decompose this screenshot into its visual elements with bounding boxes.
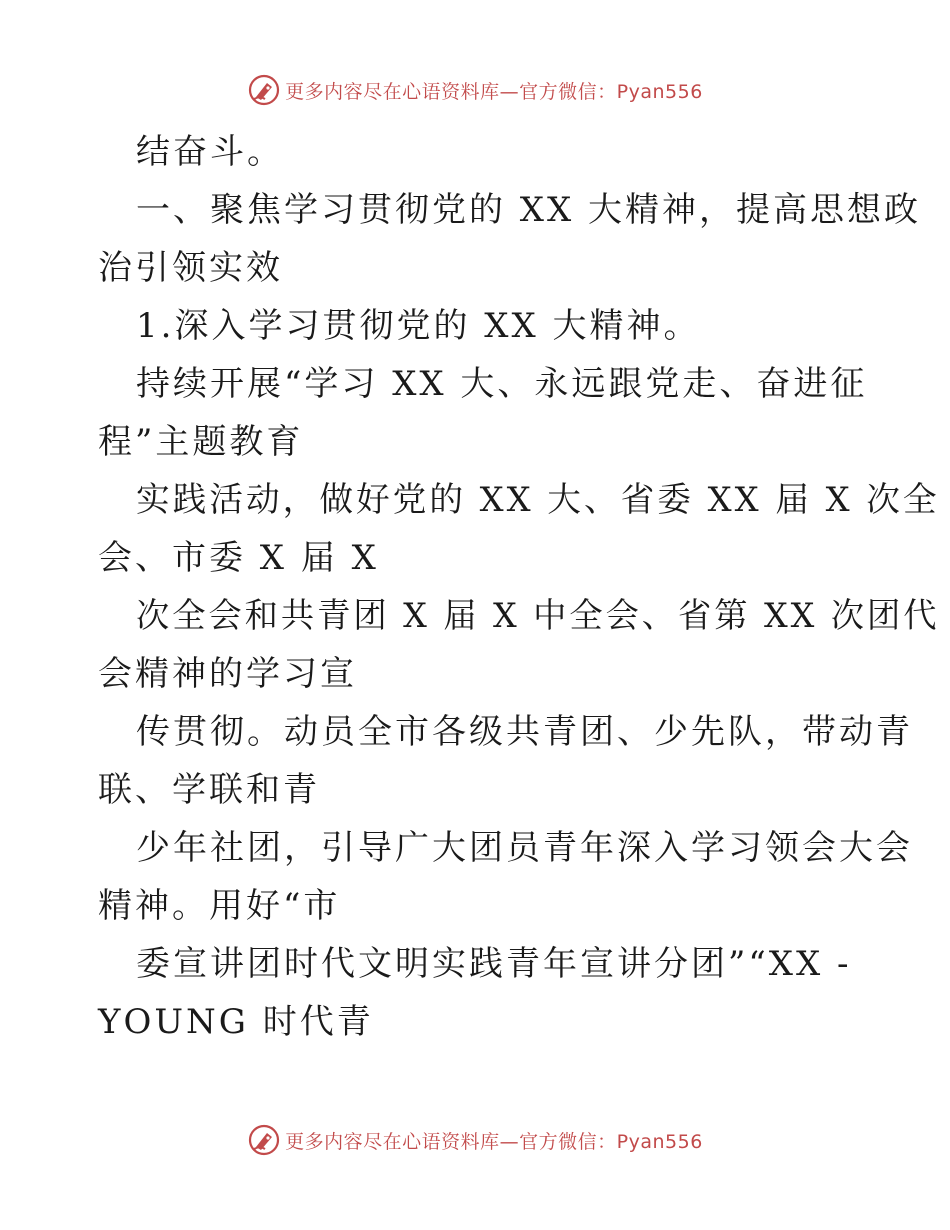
pen-nib-logo-icon: [247, 73, 281, 107]
text-line: 会、市委 X 届 X: [98, 538, 379, 578]
footer-watermark-text: 更多内容尽在心语资料库—官方微信：Pyan556: [285, 1130, 703, 1153]
text-line: 持续开展“学习 XX 大、永远跟党走、奋进征: [136, 364, 868, 404]
text-line: 程”主题教育: [98, 422, 304, 462]
header-watermark-text: 更多内容尽在心语资料库—官方微信：Pyan556: [285, 80, 703, 103]
text-line: 少年社团，引导广大团员青年深入学习领会大会: [136, 828, 913, 868]
footer-watermark-banner: [0, 1122, 950, 1158]
text-line: 会精神的学习宣: [98, 654, 357, 694]
text-line: YOUNG 时代青: [98, 1002, 374, 1042]
pen-nib-logo-icon: [247, 1123, 281, 1157]
text-line: 治引领实效: [98, 248, 283, 288]
text-line: 传贯彻。动员全市各级共青团、少先队，带动青: [136, 712, 913, 752]
text-line: 次全会和共青团 X 届 X 中全会、省第 XX 次团代: [136, 596, 940, 636]
text-line: 结奋斗。: [136, 132, 284, 172]
text-line: 1.深入学习贯彻党的 XX 大精神。: [136, 306, 701, 346]
text-line: 精神。用好“市: [98, 886, 341, 926]
text-line: 实践活动，做好党的 XX 大、省委 XX 届 X 次全: [136, 480, 940, 520]
text-line: 一、聚焦学习贯彻党的 XX 大精神，提高思想政: [136, 190, 922, 230]
text-line: 委宣讲团时代文明实践青年宣讲分团”“XX -: [136, 944, 852, 984]
header-watermark-banner: [0, 72, 950, 108]
text-line: 联、学联和青: [98, 770, 320, 810]
